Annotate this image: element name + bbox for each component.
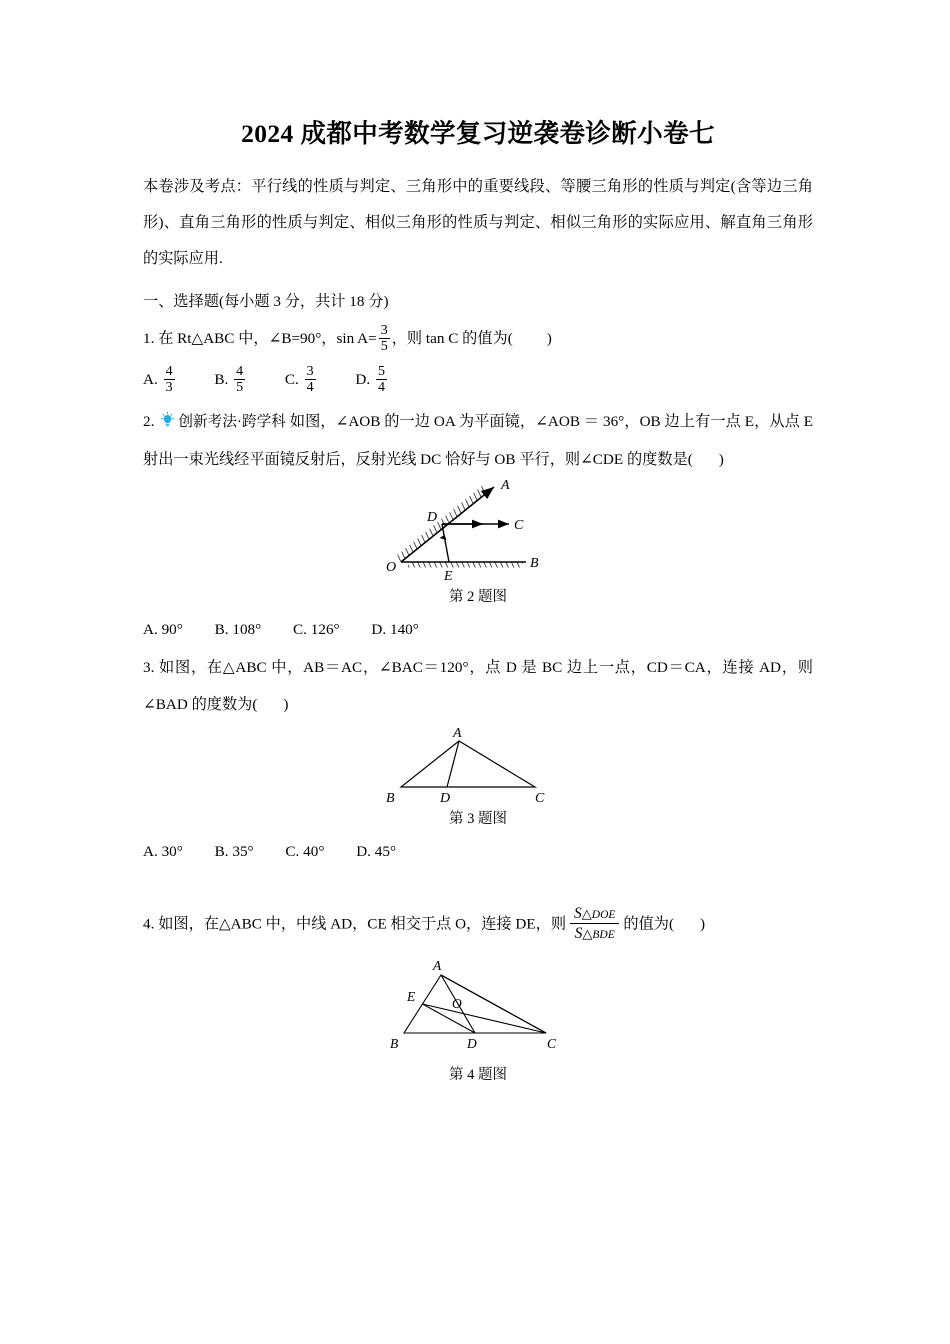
figure-4-label-C: C: [546, 1036, 556, 1052]
figure-3-label-A: A: [453, 725, 462, 741]
question-4-figure-caption: 第 4 题图: [449, 1067, 507, 1084]
choice-B-value: 108°: [232, 620, 262, 638]
fraction-denominator: 4: [306, 379, 314, 395]
figure-3-label-C: C: [535, 790, 545, 806]
denominator-triangle-icon: △: [582, 926, 593, 942]
question-1-text-b: ，则 tan C 的值为(: [391, 329, 513, 347]
fraction-numerator: 5: [377, 363, 385, 379]
figure-4-label-B: B: [389, 1036, 398, 1052]
choice-A[interactable]: [143, 833, 183, 871]
question-4-number: 4.: [143, 915, 155, 933]
figure-3-label-B: B: [386, 790, 395, 806]
figure-4-label-D: D: [466, 1036, 477, 1052]
question-1-stem: [143, 320, 813, 357]
choice-B-label: B.: [214, 620, 229, 638]
question-3-number: 3.: [143, 658, 155, 676]
question-4-text-a: 如图，在△ABC 中，中线 AD，CE 相交于点 O，连接 DE，则: [158, 915, 567, 933]
question-1-text-a: 在 Rt△ABC 中，∠B=90°，sin A=: [158, 329, 377, 347]
question-3-choices: [143, 833, 813, 871]
choice-B-value: 35°: [232, 842, 254, 860]
question-4-figure: [143, 955, 813, 1089]
choice-A-value: 30°: [161, 842, 183, 860]
question-4-text-end: ): [700, 915, 706, 933]
choice-C-value: 40°: [303, 842, 325, 860]
choice-D-value: 45°: [374, 842, 397, 860]
question-2-text-end: ): [718, 450, 724, 468]
choice-C-label: C.: [284, 370, 299, 388]
choice-A[interactable]: [143, 611, 183, 649]
figure-4-label-E: E: [406, 989, 415, 1005]
fraction-denominator: [570, 923, 619, 944]
choice-A[interactable]: [143, 357, 177, 403]
choice-B-label: B.: [214, 842, 229, 860]
choice-D[interactable]: [371, 611, 418, 649]
question-3-figure: [143, 723, 813, 833]
figure-2-label-B: B: [530, 555, 539, 571]
fraction-numerator: 4: [165, 363, 173, 379]
choice-B[interactable]: [215, 611, 262, 649]
question-4-area-ratio-fraction: [570, 904, 619, 945]
choice-D-value: 140°: [389, 620, 419, 638]
choice-A-label: A.: [143, 620, 158, 638]
exam-scope-paragraph: [143, 169, 813, 277]
figure-2-label-O: O: [386, 559, 397, 575]
page-title: 2024 成都中考数学复习逆袭卷诊断小卷七: [241, 119, 715, 148]
choice-B[interactable]: [214, 357, 247, 403]
question-1-text-end: ): [546, 329, 552, 347]
lightbulb-icon: [159, 412, 176, 429]
choice-B[interactable]: [215, 833, 254, 871]
denominator-subscript: BDE: [592, 929, 615, 942]
fraction-numerator: 4: [236, 363, 244, 379]
choice-C[interactable]: [285, 357, 318, 403]
fraction-numerator: 3: [306, 363, 314, 379]
choice-D-label: D.: [356, 842, 371, 860]
question-2-text: 如图，∠AOB 的一边 OA 为平面镜，∠AOB ＝ 36°，OB 边上有一点 E，从点 E 射出一束光线经平面镜反射后，反射光线 DC 恰好与 OB 平行，则∠CDE 的度数是(: [143, 412, 814, 468]
denominator-S: S: [574, 925, 583, 943]
figure-4-drawing: [386, 955, 571, 1055]
fraction-denominator: 5: [380, 338, 388, 354]
question-1-choices: [143, 357, 813, 403]
choice-C-value: 126°: [310, 620, 340, 638]
fraction-denominator: 4: [377, 379, 385, 395]
figure-2-label-A: A: [501, 477, 510, 493]
choice-D[interactable]: [356, 833, 396, 871]
choice-C-label: C.: [293, 620, 307, 638]
choice-C-label: C.: [285, 842, 300, 860]
fraction-numerator: 3: [380, 322, 388, 338]
question-3-figure-caption: 第 3 题图: [449, 810, 507, 827]
choice-D[interactable]: [355, 357, 389, 403]
choice-C[interactable]: [293, 611, 340, 649]
figure-3-label-D: D: [440, 790, 451, 806]
question-2-stem: [143, 403, 813, 478]
numerator-S: S: [574, 904, 582, 922]
question-1-sin-fraction: [379, 323, 390, 354]
figure-2-label-C: C: [514, 517, 524, 533]
figure-4-label-A: A: [432, 958, 441, 974]
numerator-subscript: DOE: [591, 908, 616, 921]
numerator-triangle-icon: △: [581, 905, 592, 921]
fraction-denominator: 5: [236, 379, 244, 395]
fraction-denominator: 3: [165, 379, 173, 395]
section-heading-multiple-choice: 一、选择题(每小题 3 分，共计 18 分): [143, 292, 389, 310]
scope-text: 平行线的性质与判定、三角形中的重要线段、等腰三角形的性质与判定(含等边三角形)、直角三角形的性质与判定、相似三角形的性质与判定、相似三角形的实际应用、解直角三角形的实际应用.: [143, 177, 813, 267]
question-3-text: 如图，在△ABC 中，AB＝AC，∠BAC＝120°，点 D 是 BC 边上一点，CD＝CA，连接 AD，则∠BAD 的度数为(: [143, 658, 813, 713]
choice-D-label: D.: [371, 620, 387, 638]
choice-A-value: 90°: [161, 620, 183, 638]
choice-A-label: A.: [143, 842, 158, 860]
question-4-text-b: 的值为(: [623, 915, 675, 933]
page-content: [143, 0, 813, 1089]
question-3-text-end: ): [283, 695, 289, 713]
figure-2-label-E: E: [444, 568, 453, 584]
question-2-figure: [143, 478, 813, 611]
choice-B-fraction: [234, 364, 245, 395]
scope-label: 本卷涉及考点：: [143, 177, 252, 195]
question-1-number: 1.: [143, 329, 155, 347]
choice-D-label: D.: [355, 370, 371, 388]
question-2-badge-text: 创新考法·跨学科: [178, 413, 286, 430]
fraction-numerator: [570, 904, 619, 924]
choice-C[interactable]: [285, 833, 324, 871]
choice-C-fraction: [305, 364, 316, 395]
figure-2-drawing: [378, 478, 578, 583]
figure-2-label-D: D: [427, 509, 438, 525]
choice-D-fraction: [376, 364, 387, 395]
figure-4-label-O: O: [451, 996, 462, 1012]
question-2-number: 2.: [143, 412, 155, 430]
question-2-choices: [143, 611, 813, 649]
choice-A-label: A.: [143, 370, 158, 388]
choice-B-label: B.: [214, 370, 229, 388]
choice-A-fraction: [164, 364, 175, 395]
question-4-stem: [143, 905, 813, 946]
figure-3-drawing: [383, 723, 573, 805]
question-2-figure-caption: 第 2 题图: [449, 588, 507, 605]
question-3-stem: [143, 649, 813, 723]
